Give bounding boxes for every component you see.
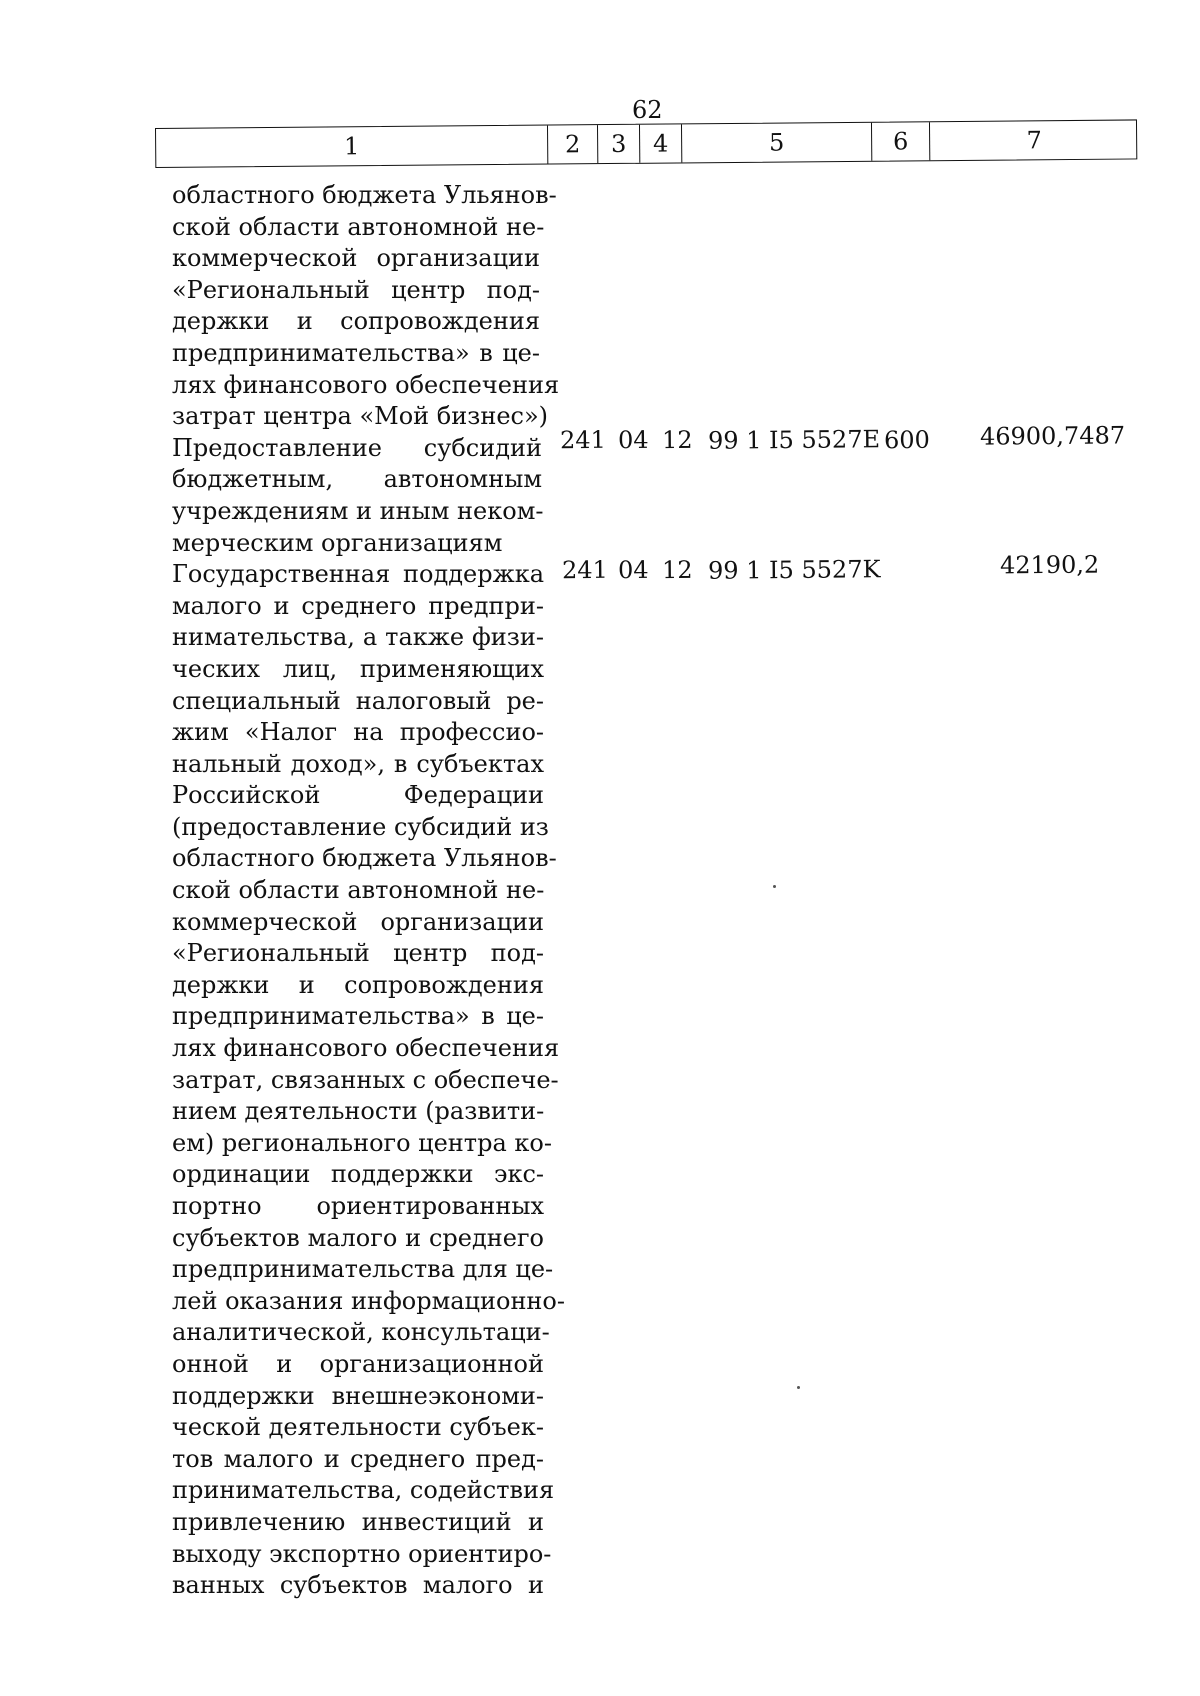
text-line: нием деятельности (развити- — [172, 1097, 545, 1126]
text-line: областного бюджета Ульянов- — [172, 181, 557, 209]
text-line: предпринимательства» в це- — [172, 338, 540, 367]
text-line: коммерческой организации — [172, 244, 540, 273]
text-line: ческой деятельности субъек- — [172, 1413, 544, 1442]
text-line: онной и организационной — [172, 1349, 544, 1378]
text-line: коммерческой организации — [172, 907, 544, 936]
text-line: мерческим организациям — [172, 528, 503, 557]
text-line: аналитической, консультаци- — [172, 1318, 550, 1347]
header-col-6: 6 — [872, 122, 930, 161]
text-line: ской области автономной не- — [172, 876, 545, 905]
row-1-col-3: 04 — [617, 425, 649, 455]
text-line: лях финансового обеспечения — [172, 370, 560, 399]
text-line: предпринимательства» в це- — [172, 1002, 544, 1031]
text-line: выходу экспортно ориентиро- — [172, 1539, 552, 1568]
page-number: 62 — [632, 96, 663, 124]
row-2-col-3: 04 — [617, 555, 649, 585]
row-1-col-4: 12 — [661, 425, 693, 455]
text-line: ской области автономной не- — [172, 212, 545, 241]
text-line: портно ориентированных — [172, 1192, 544, 1220]
text-line: нальный доход», в субъектах — [172, 749, 544, 778]
text-line: малого и среднего предпри- — [172, 591, 544, 620]
text-line: Российской Федерации — [172, 781, 544, 810]
text-line: ем) регионального центра ко- — [172, 1128, 552, 1157]
text-line: областного бюджета Ульянов- — [172, 844, 557, 873]
text-line: нимательства, а также физи- — [172, 623, 544, 652]
text-line: тов малого и среднего пред- — [172, 1444, 544, 1473]
text-line: «Региональный центр под- — [172, 939, 544, 968]
column-1-text — [172, 180, 565, 1602]
row-2-col-7: 42190,2 — [999, 550, 1100, 580]
text-line: ванных субъектов малого и — [172, 1571, 544, 1600]
text-line: субъектов малого и среднего — [172, 1223, 544, 1252]
row-2-col-4: 12 — [661, 555, 693, 585]
header-col-3: 3 — [598, 125, 640, 163]
header-col-4: 4 — [640, 124, 682, 162]
text-line: (предоставление субсидий из — [172, 812, 549, 841]
text-line: учреждениям и иным неком- — [172, 496, 544, 525]
text-line: принимательства, содействия — [172, 1476, 555, 1505]
text-line: «Региональный центр под- — [172, 275, 540, 304]
text-line: держки и сопровождения — [172, 970, 544, 999]
row-2-col-5: 99 1 I5 5527K — [707, 555, 881, 585]
text-line: жим «Налог на профессио- — [172, 718, 544, 747]
scan-speck — [773, 885, 776, 888]
text-line: специальный налоговый ре- — [172, 686, 544, 715]
scan-speck — [797, 1386, 800, 1389]
text-line: предпринимательства для це- — [172, 1255, 554, 1284]
column-header-table — [155, 119, 1137, 168]
text-line: затрат, связанных с обеспече- — [172, 1065, 559, 1094]
text-line: ординации поддержки экс- — [172, 1160, 544, 1189]
row-1-col-7: 46900,7487 — [979, 421, 1126, 451]
text-line: затрат центра «Мой бизнес») — [172, 402, 549, 431]
text-line: держки и сопровождения — [172, 307, 540, 336]
row-1-col-6: 600 — [883, 425, 930, 455]
row-1-col-5: 99 1 I5 5527E — [707, 425, 881, 455]
header-col-2: 2 — [548, 125, 598, 163]
header-col-1: 1 — [156, 126, 548, 167]
text-line: лях финансового обеспечения — [172, 1034, 560, 1063]
text-line: привлечению инвестиций и — [172, 1507, 544, 1536]
text-line: лей оказания информационно- — [172, 1286, 565, 1315]
row-1-col-2: 241 — [559, 425, 606, 455]
text-line: ческих лиц, применяющих — [172, 654, 544, 683]
text-line: Предоставление субсидий — [172, 433, 542, 462]
header-col-7: 7 — [1026, 126, 1042, 155]
header-col-5: 5 — [682, 123, 872, 163]
text-line: поддержки внешнеэкономи- — [172, 1381, 544, 1410]
text-line: бюджетным, автономным — [172, 465, 542, 494]
text-line: Государственная поддержка — [172, 560, 544, 589]
row-2-col-2: 241 — [561, 555, 608, 585]
